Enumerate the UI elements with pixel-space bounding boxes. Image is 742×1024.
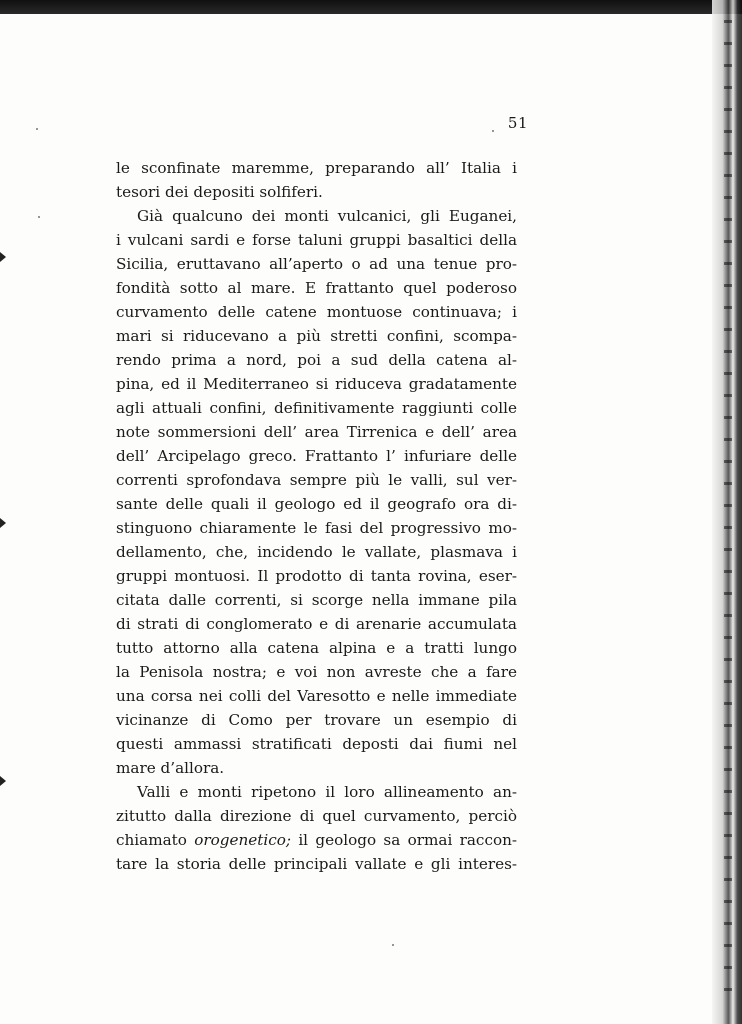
text-line: questi ammassi stratificati deposti dai fiumi nel [116, 735, 517, 753]
text-line: correnti sprofondava sempre più le valli, sul ver- [116, 471, 517, 489]
text-line: Già qualcuno dei monti vulcanici, gli Euganei, [137, 207, 517, 225]
text-line: tesori dei depositi solfiferi. [116, 183, 323, 201]
text-line: stinguono chiaramente le fasi del progressivo mo- [116, 519, 517, 537]
scan-edge-marks [724, 20, 732, 1010]
margin-mark [0, 252, 6, 262]
text-line: vicinanze di Como per trovare un esempio di [116, 711, 517, 729]
text-line: tutto attorno alla catena alpina e a tratti lungo [116, 639, 517, 657]
text-line: gruppi montuosi. Il prodotto di tanta rovina, eser- [116, 567, 517, 585]
text-line: dell’ Arcipelago greco. Frattanto l’ infuriare delle [116, 447, 517, 465]
page-number: 51 [507, 114, 528, 132]
text-line: una corsa nei colli del Varesotto e nelle immediate [116, 687, 517, 705]
text-line: tare la storia delle principali vallate e gli interes- [116, 855, 517, 873]
italic-term: orogenetico; [194, 831, 291, 849]
text-line: citata dalle correnti, si scorge nella immane pila [116, 591, 517, 609]
text-line: sante delle quali il geologo ed il geografo ora di- [116, 495, 517, 513]
text-line: di strati di conglomerato e di arenarie accumulata [116, 615, 517, 633]
text-line: fondità sotto al mare. E frattanto quel poderoso [116, 279, 517, 297]
text-segment: chiamato [116, 831, 187, 849]
text-segment: il geologo sa ormai raccon- [298, 831, 518, 849]
text-line: i vulcani sardi e forse taluni gruppi basaltici della [116, 231, 517, 249]
text-line: agli attuali confini, definitivamente raggiunti colle [116, 399, 517, 417]
text-line: Valli e monti ripetono il loro allineamento an- [137, 783, 517, 801]
text-line: note sommersioni dell’ area Tirrenica e dell’ area [116, 423, 517, 441]
text-line: Sicilia, eruttavano all’aperto o ad una tenue pro- [116, 255, 517, 273]
margin-mark [0, 518, 6, 528]
text-line: mare d’allora. [116, 759, 225, 777]
text-line: rendo prima a nord, poi a sud della catena al- [116, 351, 517, 369]
margin-mark [0, 776, 6, 786]
text-line: dellamento, che, incidendo le vallate, plasmava i [116, 543, 517, 561]
paper-speck [38, 216, 40, 218]
scan-top-border [0, 0, 742, 14]
paper-speck [392, 944, 394, 946]
body-text [116, 156, 517, 876]
text-line: zitutto dalla direzione di quel curvamento, perciò [116, 807, 517, 825]
text-line [116, 828, 517, 852]
text-line: mari si riducevano a più stretti confini, scompa- [116, 327, 517, 345]
text-line: curvamento delle catene montuose continuava; i [116, 303, 517, 321]
paper-speck [36, 128, 38, 130]
text-line: le sconfinate maremme, preparando all’ Italia i [116, 159, 517, 177]
text-line: la Penisola nostra; e voi non avreste che a fare [116, 663, 517, 681]
text-line: pina, ed il Mediterraneo si riduceva gradatamente [116, 375, 517, 393]
